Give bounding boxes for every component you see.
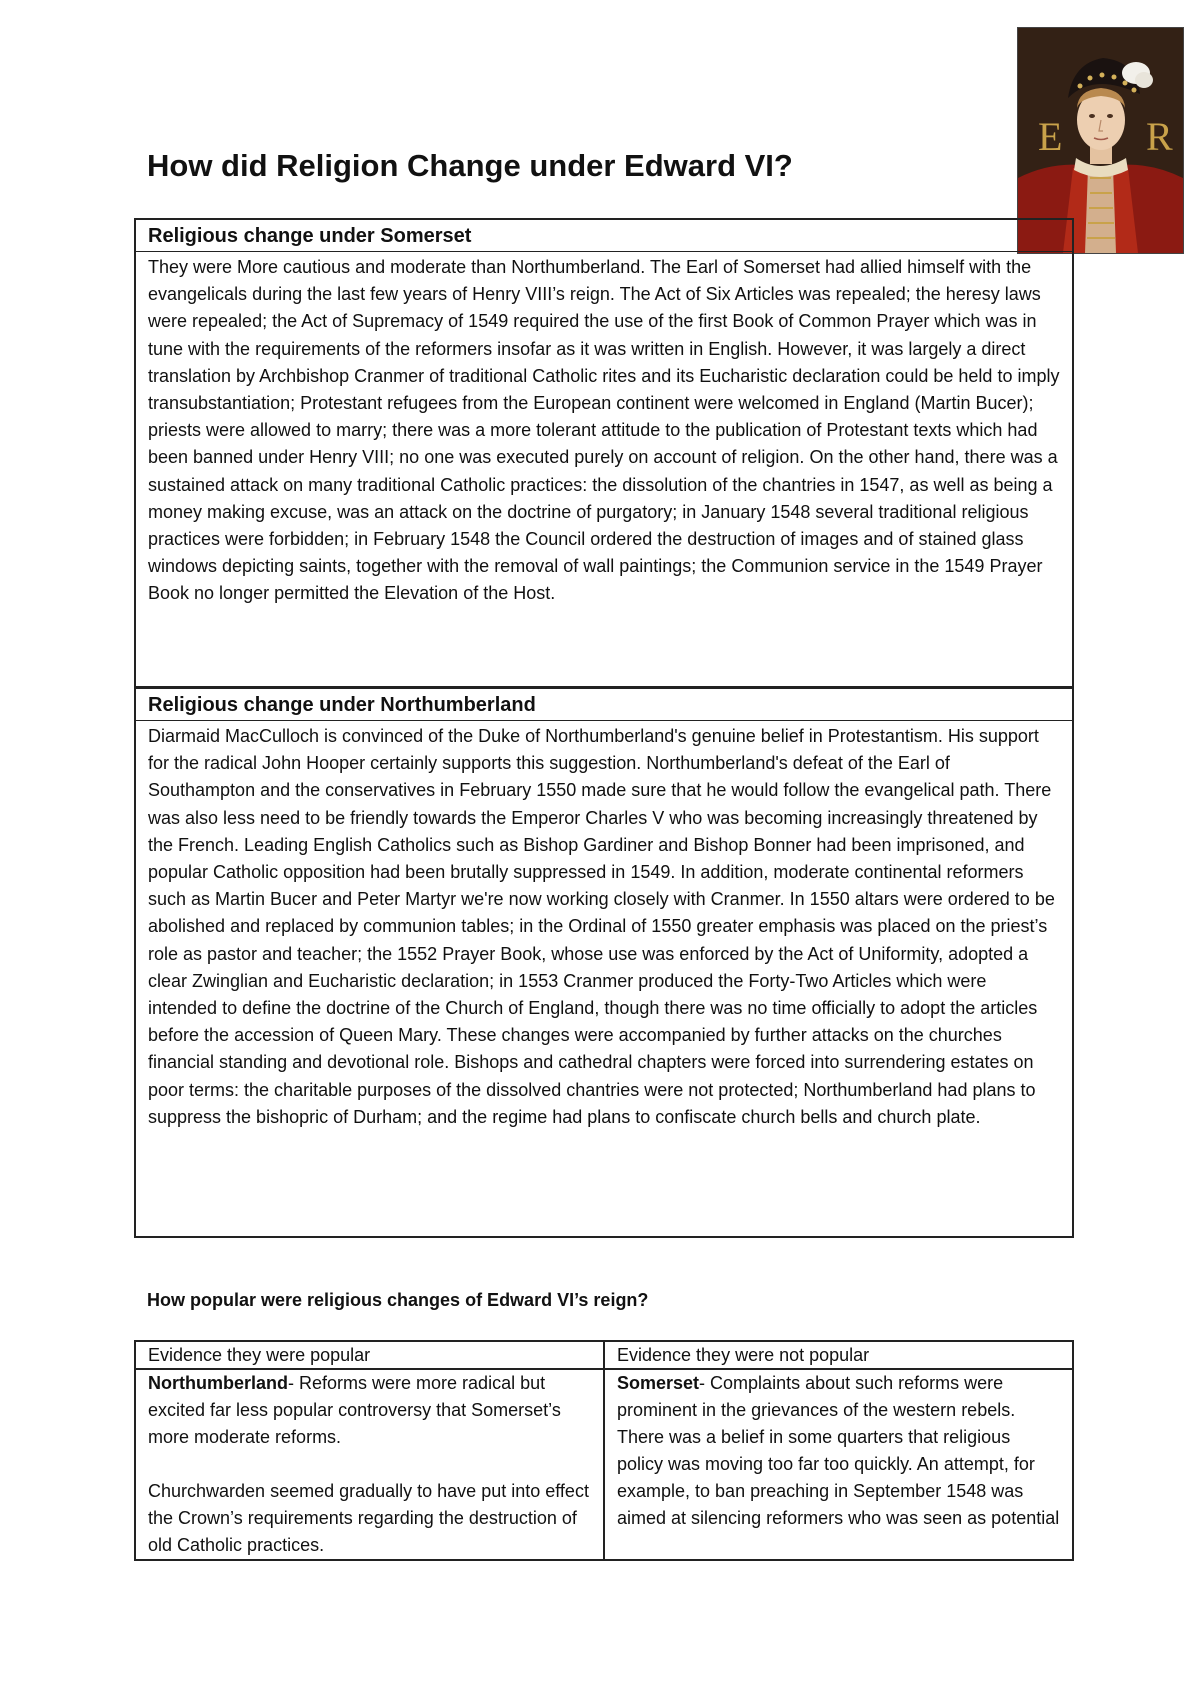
somerset-heading: Religious change under Somerset <box>136 220 1072 252</box>
northumberland-heading: Religious change under Northumberland <box>136 689 1072 721</box>
table-row <box>135 1369 1073 1560</box>
popularity-question: How popular were religious changes of Edward VI’s reign? <box>147 1290 649 1310</box>
popular-text: - Reforms were more radical but excited far less popular controversy that Somerset’s more moderate reforms. <box>148 1373 561 1447</box>
northumberland-body: Diarmaid MacCulloch is convinced of the Duke of Northumberland's genuine belief in Protestantism. His support for the radical John Hooper certainly supports this suggestion. Northumberland's defeat of the Earl of Southampton and the conservatives in February 1550 made sure that he would follow the evangelical path. There was also less need to be friendly towards the Emperor Charles V who was becoming increasingly threatened by the French. Leading English Catholics such as Bishop Gardiner and Bishop Bonner had been imprisoned, and popular Catholic opposition had been brutally suppressed in 1549. In addition, moderate continental reformers such as Martin Bucer and Peter Martyr we're now working closely with Cranmer. In 1550 altars were ordered to be abolished and replaced by communion tables; in the Ordinal of 1550 greater emphasis was placed on the priest’s role as pastor and teacher; the 1552 Prayer Book, whose use was enforced by the Act of Uniformity, adopted a clear Zwinglian and Eucharistic declaration; in 1553 Cranmer produced the Forty-Two Articles which were intended to define the doctrine of the Church of England, though there was no time officially to adopt the articles before the accession of Queen Mary. These changes were accompanied by further attacks on the churches financial standing and devotional role. Bishops and cathedral chapters were forced into surrendering estates on poor terms: the charitable purposes of the dissolved chantries were not protected; Northumberland had plans to suppress the bishopric of Durham; and the regime had plans to confiscate church bells and church plate. <box>148 726 1055 1127</box>
popular-text-2: Churchwarden seemed gradually to have put into effect the Crown’s requirements regarding the destruction of old Catholic practices. <box>148 1481 589 1555</box>
evidence-table <box>134 1340 1074 1561</box>
not-popular-evidence-paragraph <box>617 1370 1060 1532</box>
popular-evidence-paragraph <box>148 1370 591 1451</box>
popular-evidence-cell <box>135 1369 604 1560</box>
northumberland-section <box>134 688 1074 1238</box>
portrait-initial-e: E <box>1038 114 1063 159</box>
not-popular-lead: Somerset <box>617 1373 700 1393</box>
col-header-popular: Evidence they were popular <box>135 1341 604 1369</box>
page-title: How did Religion Change under Edward VI? <box>147 148 793 183</box>
not-popular-text: - Complaints about such reforms were prominent in the grievances of the western rebels. There was a belief in some quarters that religious policy was moving too far too quickly. An attempt, for example, to ban preaching in September 1548 was aimed at silencing reformers who was seen as potential <box>617 1373 1060 1528</box>
somerset-section <box>134 218 1074 688</box>
table-header-row <box>135 1341 1073 1369</box>
col-header-not-popular: Evidence they were not popular <box>604 1341 1073 1369</box>
popular-lead: Northumberland <box>148 1373 289 1393</box>
portrait-initial-r: R <box>1146 114 1173 159</box>
somerset-body: They were More cautious and moderate than Northumberland. The Earl of Somerset had allied himself with the evangelicals during the last few years of Henry VIII’s reign. The Act of Six Articles was repealed; the heresy laws were repealed; the Act of Supremacy of 1549 required the use of the first Book of Common Prayer which was in tune with the requirements of the reformers insofar as it was written in English. However, it was largely a direct translation by Archbishop Cranmer of traditional Catholic rites and its Eucharistic declaration could be held to imply transubstantiation; Protestant refugees from the European continent were welcomed in England (Martin Bucer); priests were allowed to marry; there was a more tolerant attitude to the publication of Protestant texts which had been banned under Henry VIII; no one was executed purely on account of religion. On the other hand, there was a sustained attack on many traditional Catholic practices: the dissolution of the chantries in 1547, as well as being a money making excuse, was an attack on the doctrine of purgatory; in January 1548 several traditional religious practices were forbidden; in February 1548 the Council ordered the destruction of images and of stained glass windows depicting saints, together with the removal of wall paintings; the Communion service in the 1549 Prayer Book no longer permitted the Elevation of the Host. <box>148 257 1060 604</box>
not-popular-evidence-cell <box>604 1369 1073 1560</box>
